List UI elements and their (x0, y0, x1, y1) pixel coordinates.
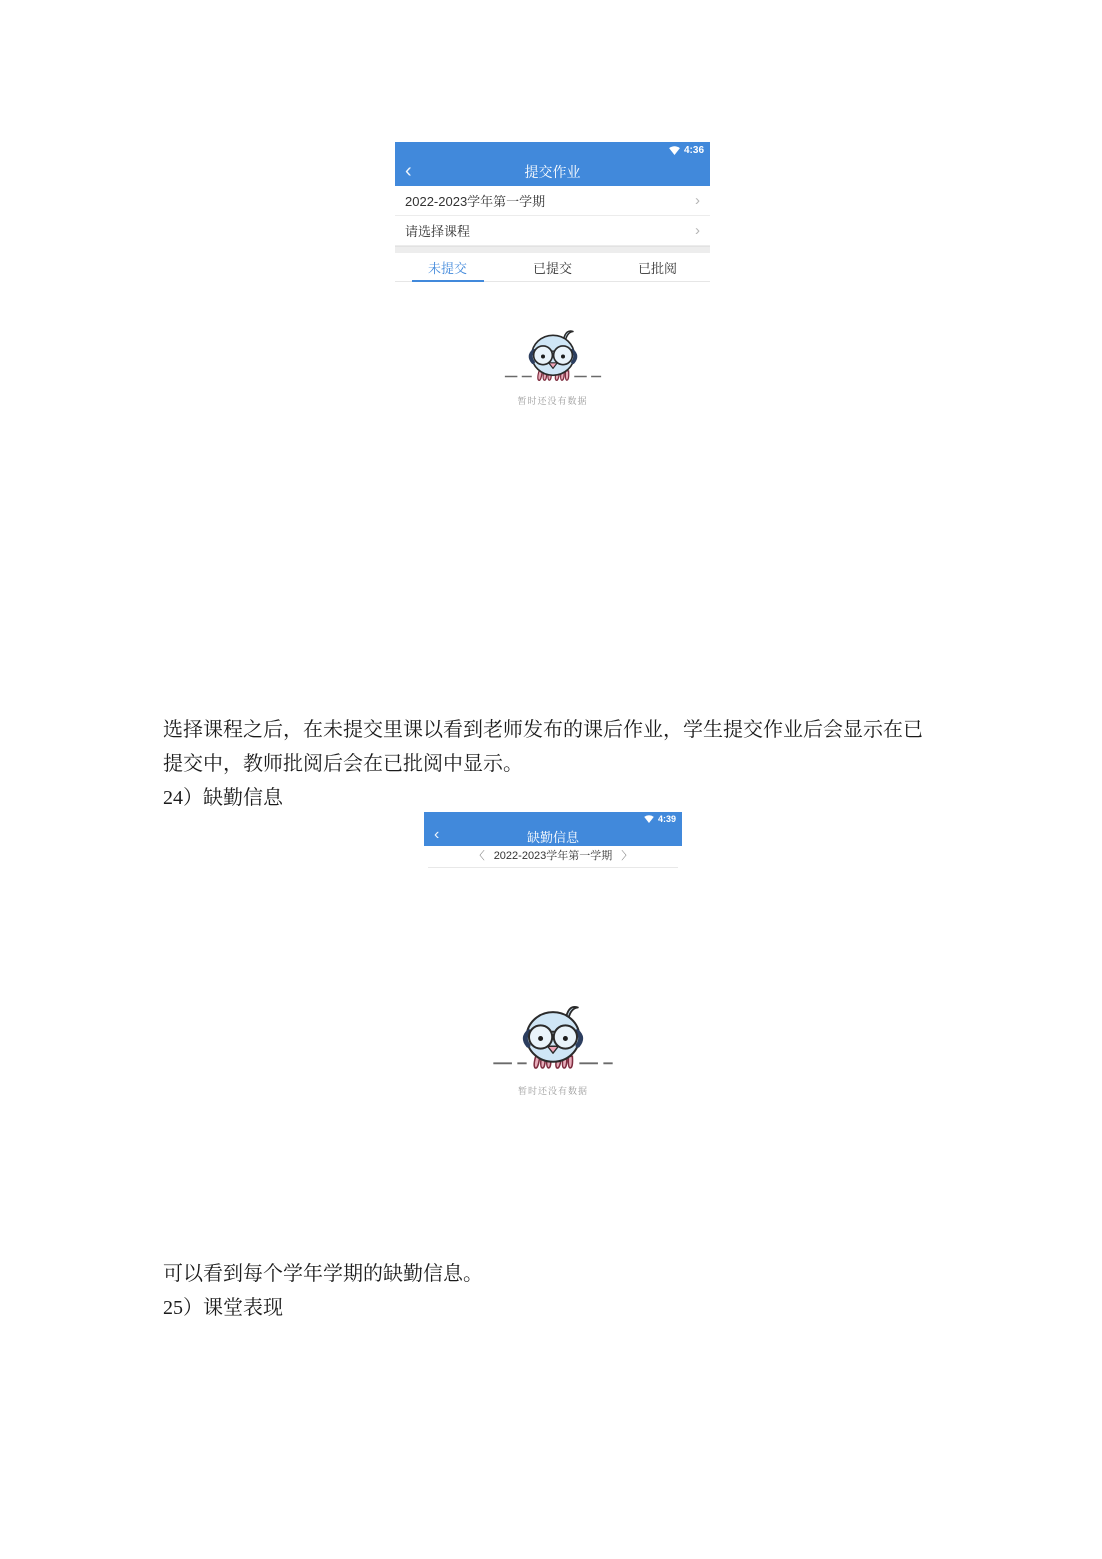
section-25-heading: 25）课堂表现 (163, 1297, 283, 1319)
status-time: 4:36 (683, 144, 704, 156)
tab-bar (395, 253, 710, 282)
status-bar (395, 142, 710, 158)
course-select-label: 请选择课程 (405, 224, 471, 239)
nav-title: 提交作业 (524, 164, 581, 180)
note-absence: 可以看到每个学年学期的缺勤信息。 (163, 1263, 483, 1285)
back-icon: ‹ (434, 826, 440, 844)
empty-state-text: 暂时还没有数据 (517, 1086, 588, 1096)
chevron-left-icon[interactable]: 〈 (473, 850, 485, 862)
wifi-icon (669, 146, 680, 155)
tab-submitted[interactable]: 已提交 (532, 260, 572, 276)
semester-row-label: 2022-2023学年第一学期 (405, 194, 546, 209)
body-text-block (163, 713, 941, 815)
chevron-right-icon[interactable]: 〉 (621, 850, 633, 862)
owl-mascot-illustration (503, 324, 603, 389)
wifi-icon (644, 815, 654, 823)
semester-row[interactable] (395, 186, 710, 216)
back-button[interactable] (405, 161, 412, 181)
section-24-heading: 24）缺勤信息 (163, 787, 283, 809)
body-text-block (163, 1257, 803, 1325)
section-separator (395, 246, 710, 253)
empty-state-text: 暂时还没有数据 (517, 396, 588, 406)
empty-state (424, 998, 682, 1097)
nav-bar (424, 826, 682, 846)
absence-info-screenshot (424, 812, 682, 1100)
back-icon: ‹ (405, 160, 412, 182)
course-select-row[interactable] (395, 216, 710, 246)
app-header (395, 142, 710, 186)
owl-mascot-illustration (491, 998, 615, 1079)
chevron-right-icon: › (695, 222, 700, 239)
nav-bar (395, 158, 710, 186)
nav-title: 缺勤信息 (526, 829, 579, 845)
empty-state (395, 324, 710, 407)
tab-reviewed[interactable]: 已批阅 (637, 260, 677, 276)
divider (428, 867, 678, 868)
tab-not-submitted[interactable]: 未提交 (395, 253, 500, 281)
submit-homework-screenshot (395, 142, 710, 414)
semester-selector (424, 846, 682, 864)
back-button[interactable] (434, 827, 439, 843)
semester-selector-label: 2022-2023学年第一学期 (493, 850, 613, 862)
status-time: 4:39 (657, 814, 676, 824)
paragraph-homework: 选择课程之后，在未提交里课以看到老师发布的课后作业，学生提交作业后会显示在已提交中，教师批阅后会在已批阅中显示。 (163, 719, 923, 775)
chevron-right-icon: › (695, 192, 700, 209)
status-bar (424, 812, 682, 826)
app-header (424, 812, 682, 846)
